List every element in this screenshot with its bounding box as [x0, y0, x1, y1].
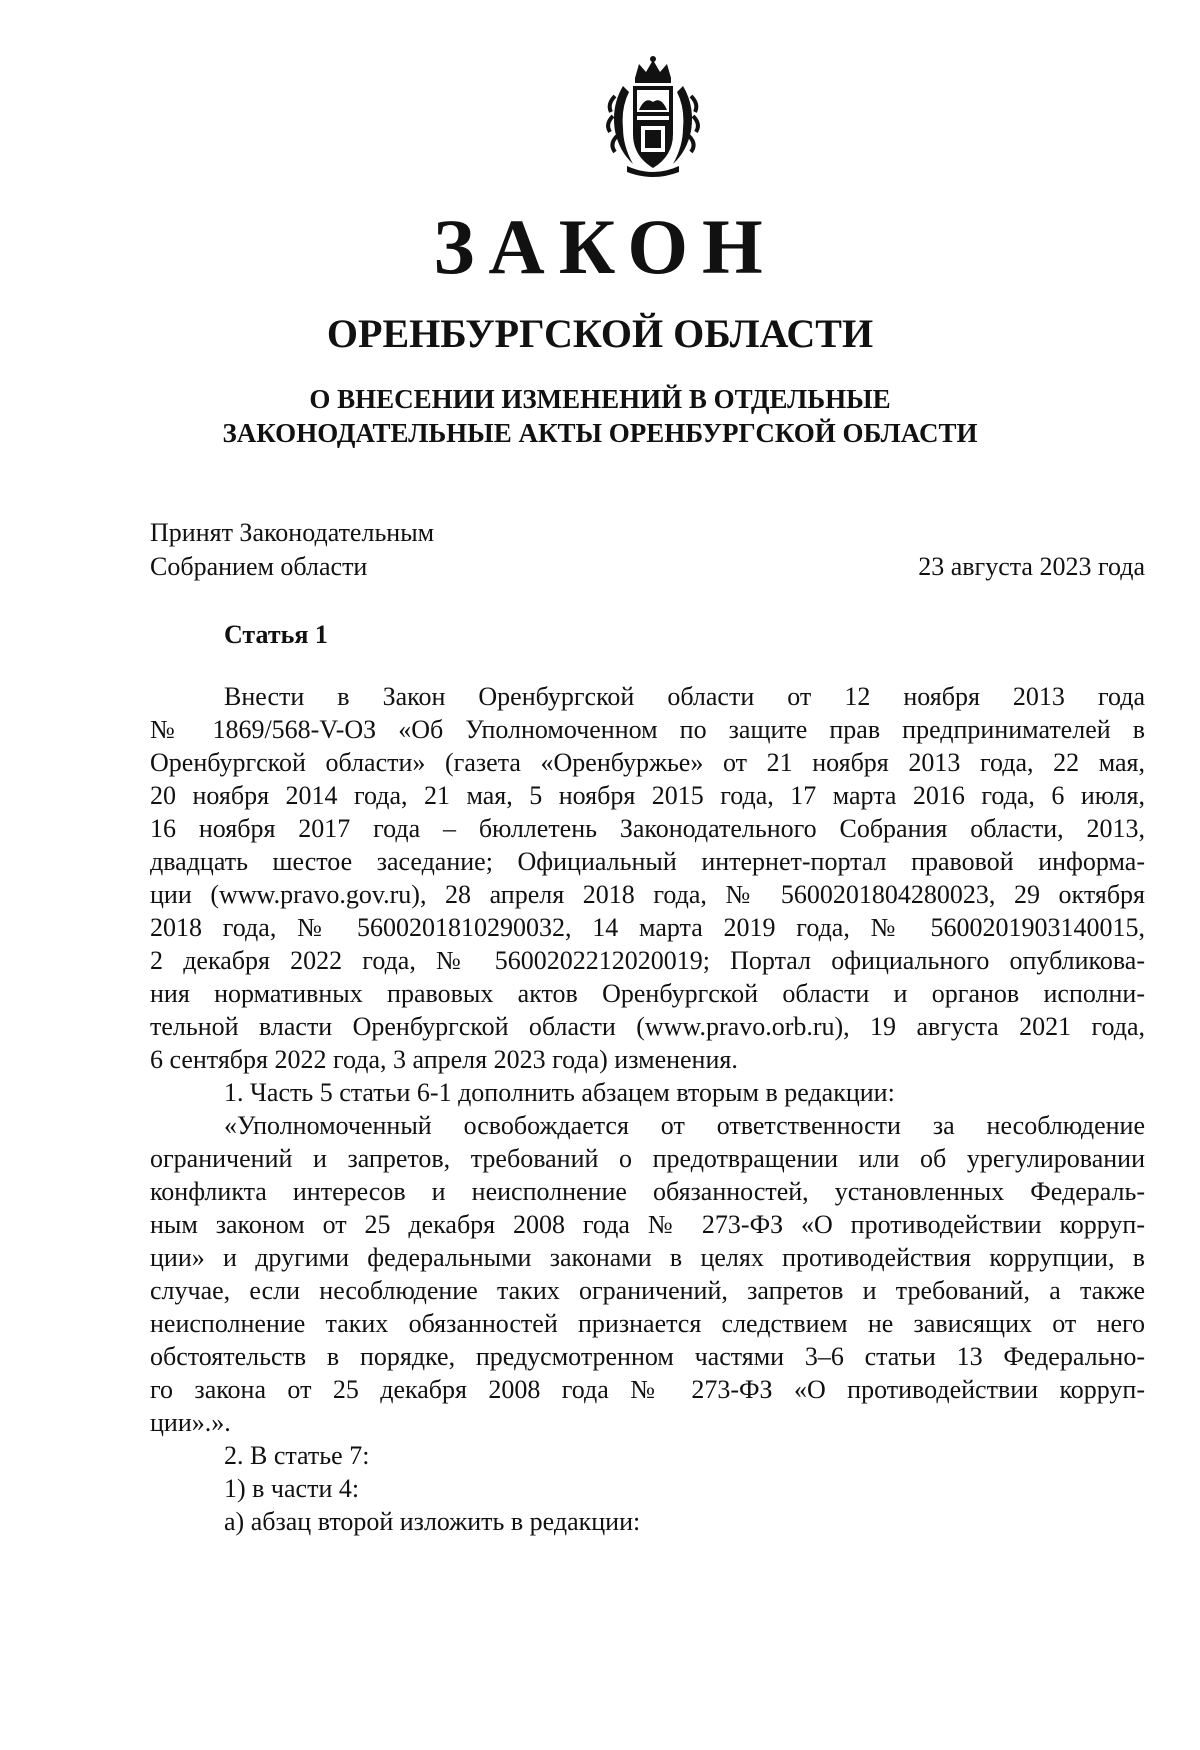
body-line: 20 ноября 2014 года, 21 мая, 5 ноября 2015 года, 17 марта 2016 года, 6 июля, [150, 781, 1145, 810]
document-region: ОРЕНБУРГСКОЙ ОБЛАСТИ [326, 311, 874, 356]
adopted-date: 23 августа 2023 года [918, 552, 1145, 581]
body-line: ограничений и запретов, требований о предотвращении или об урегулировании [150, 1144, 1145, 1173]
body-line: случае, если несоблюдение таких ограничений, запретов и требований, а также [150, 1276, 1145, 1305]
body-line: «Уполномоченный освобождается от ответственности за несоблюдение [224, 1111, 1145, 1140]
body-line: ции (www.pravo.gov.ru), 28 апреля 2018 года, № 5600201804280023, 29 октября [150, 880, 1145, 909]
body-line: Внести в Закон Оренбургской области от 12 ноября 2013 года [224, 682, 1145, 711]
body-line: ным законом от 25 декабря 2008 года № 273-ФЗ «О противодействии корруп- [150, 1210, 1145, 1239]
body-line: № 1869/568-V-ОЗ «Об Уполномоченном по защите прав предпринимателей в [150, 715, 1145, 744]
subject-line: О ВНЕСЕНИИ ИЗМЕНЕНИЙ В ОТДЕЛЬНЫЕ [309, 384, 891, 414]
body-line: 2 декабря 2022 года, № 5600202212020019; Портал официального опубликова- [150, 946, 1145, 975]
body-line: 6 сентября 2022 года, 3 апреля 2023 года) изменения. [150, 1045, 738, 1074]
subject-line: ЗАКОНОДАТЕЛЬНЫЕ АКТЫ ОРЕНБУРГСКОЙ ОБЛАСТИ [222, 418, 978, 448]
adopted-line: Собранием области [150, 552, 368, 581]
body-line: ции» и другими федеральными законами в целях противодействия коррупции, в [150, 1243, 1145, 1272]
document-subject [0, 382, 1200, 450]
body-line: тельной власти Оренбургской области (www.pravo.orb.ru), 19 августа 2021 года, [150, 1012, 1145, 1041]
body-line: ния нормативных правовых актов Оренбургской области и органов исполни- [150, 979, 1145, 1008]
body-line: двадцать шестое заседание; Официальный интернет-портал правовой информа- [150, 847, 1145, 876]
body-line: го закона от 25 декабря 2008 года № 273-ФЗ «О противодействии корруп- [150, 1375, 1145, 1404]
body-line: а) абзац второй изложить в редакции: [224, 1507, 641, 1536]
adopted-line: Принят Законодательным [150, 518, 435, 547]
document-title: ЗАКОН [433, 203, 777, 290]
adopted-by [150, 516, 434, 584]
article-heading: Статья 1 [224, 620, 328, 649]
coat-of-arms-emblem [605, 56, 701, 178]
body-line: неисполнение таких обязанностей признается следствием не зависящих от него [150, 1309, 1145, 1338]
body-line: обстоятельств в порядке, предусмотренном частями 3–6 статьи 13 Федерально- [150, 1342, 1145, 1371]
body-line: ции».». [150, 1408, 231, 1437]
body-line: 2018 года, № 5600201810290032, 14 марта 2019 года, № 5600201903140015, [150, 913, 1145, 942]
body-line: 2. В статье 7: [224, 1441, 370, 1470]
body-line: Оренбургской области» (газета «Оренбуржье» от 21 ноября 2013 года, 22 мая, [150, 748, 1145, 777]
body-line: 16 ноября 2017 года – бюллетень Законодательного Собрания области, 2013, [150, 814, 1145, 843]
article-body [150, 680, 1145, 1538]
body-line: 1) в части 4: [224, 1474, 360, 1503]
body-line: 1. Часть 5 статьи 6-1 дополнить абзацем вторым в редакции: [224, 1078, 895, 1107]
body-line: конфликта интересов и неисполнение обязанностей, установленных Федераль- [150, 1177, 1145, 1206]
